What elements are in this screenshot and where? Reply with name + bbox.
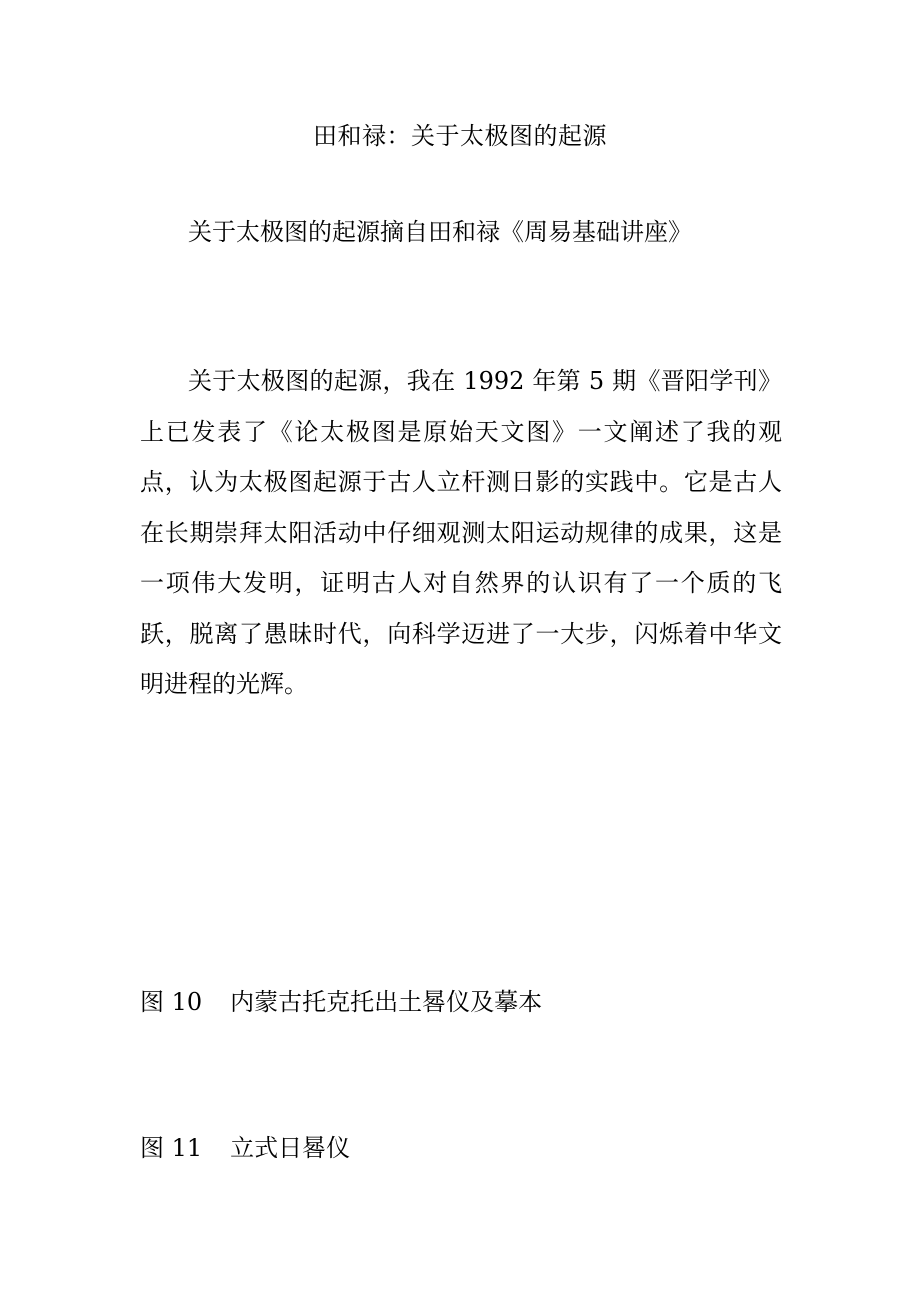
body-paragraph: 关于太极图的起源，我在 1992 年第 5 期《晋阳学刊》上已发表了《论太极图是原始天文图》一文阐述了我的观点，认为太极图起源于古人立杆测日影的实践中。它是古人在长期崇拜太阳活动中仔细观测太阳运动规律的成果，这是一项伟大发明，证明古人对自然界的认识有了一个质的飞跃，脱离了愚昧时代，向科学迈进了一大步，闪烁着中华文明进程的光辉。: [140, 367, 782, 698]
figure-caption-11: [140, 1130, 350, 1166]
figure-caption-text: 立式日晷仪: [230, 1134, 351, 1162]
figure-caption-10: [140, 984, 542, 1020]
document-title: 田和禄：关于太极图的起源: [313, 122, 607, 150]
figure-number: 图 10: [140, 988, 203, 1016]
figure-caption-text: 内蒙古托克托出土晷仪及摹本: [230, 988, 543, 1016]
figure-number: 图 11: [140, 1134, 203, 1162]
document-subtitle: 关于太极图的起源摘自田和禄《周易基础讲座》: [188, 218, 692, 246]
